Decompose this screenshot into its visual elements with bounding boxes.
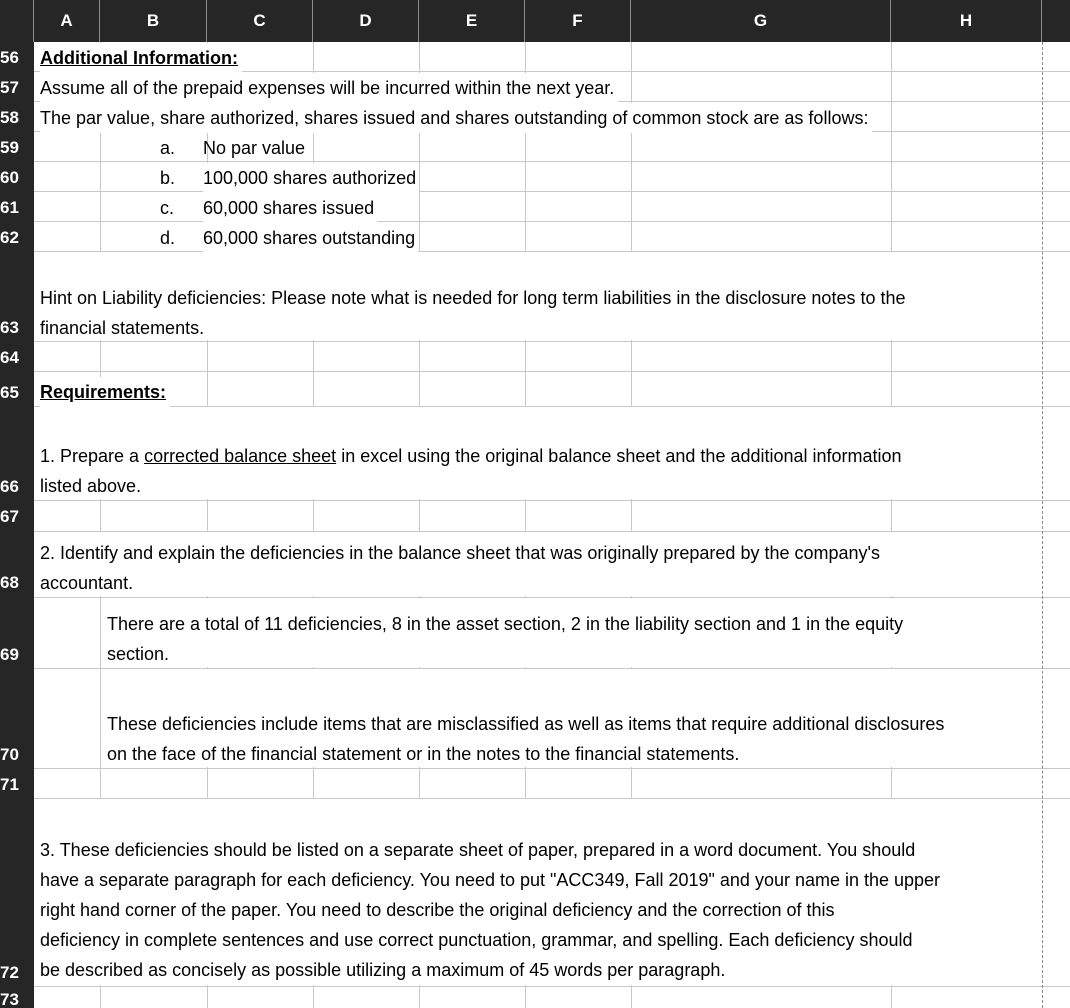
req3-line: be described as concisely as possible utilizing a maximum of 45 words per paragraph. xyxy=(40,960,726,980)
cell-a72[interactable] xyxy=(35,799,1040,985)
column-header-f[interactable]: F xyxy=(525,0,631,42)
column-header-g[interactable]: G xyxy=(631,0,891,42)
grid-line xyxy=(34,161,1070,162)
cell-a57[interactable]: Assume all of the prepaid expenses will be incurred within the next year. xyxy=(40,73,618,103)
cell-list-text[interactable]: 60,000 shares outstanding xyxy=(203,223,418,253)
deficiency-count-line-1: There are a total of 11 deficiencies, 8 in the asset section, 2 in the liability section and 1 in the equity xyxy=(107,614,904,634)
req2-line-1: 2. Identify and explain the deficiencies in the balance sheet that was originally prepared by the company's xyxy=(40,543,880,563)
cell-a65-requirements[interactable]: Requirements: xyxy=(40,377,170,407)
cell-a66[interactable] xyxy=(35,407,1040,499)
req3-line: have a separate paragraph for each deficiency. You need to put "ACC349, Fall 2019" and your name in the upper xyxy=(40,870,941,890)
row-header-59[interactable]: 59 xyxy=(0,138,19,157)
cell-list-letter[interactable]: b. xyxy=(160,168,176,188)
hint-line-2: financial statements. xyxy=(40,318,205,338)
select-all-corner[interactable] xyxy=(0,0,34,42)
cell-b69[interactable] xyxy=(101,598,1040,667)
row-header-69[interactable]: 69 xyxy=(0,645,19,664)
row-header-72[interactable]: 72 xyxy=(0,963,19,982)
cell-a63-hint[interactable] xyxy=(35,252,1040,340)
page-break-line xyxy=(1042,42,1043,1008)
grid-line xyxy=(34,221,1070,222)
grid-line xyxy=(34,371,1070,372)
deficiency-types-line-1: These deficiencies include items that are misclassified as well as items that require additional disclosures xyxy=(107,714,945,734)
row-header-71[interactable]: 71 xyxy=(0,775,19,794)
column-header-a[interactable]: A xyxy=(34,0,100,42)
column-header-h[interactable]: H xyxy=(891,0,1042,42)
req3-line: right hand corner of the paper. You need to describe the original deficiency and the correction of this xyxy=(40,900,835,920)
row-header-66[interactable]: 66 xyxy=(0,477,19,496)
deficiency-types-line-2: on the face of the financial statement or in the notes to the financial statements. xyxy=(107,744,740,764)
column-header-e[interactable]: E xyxy=(419,0,525,42)
grid-line xyxy=(34,191,1070,192)
row-header-64[interactable]: 64 xyxy=(0,348,19,367)
cell-list-text[interactable]: 60,000 shares issued xyxy=(203,193,377,223)
req1-line-1 xyxy=(40,441,1040,471)
req1-prefix: 1. Prepare a xyxy=(40,446,145,466)
row-header-65[interactable]: 65 xyxy=(0,383,19,402)
cell-list-text[interactable]: No par value xyxy=(203,138,306,158)
row-header-70[interactable]: 70 xyxy=(0,745,19,764)
req2-line-2: accountant. xyxy=(40,573,134,593)
row-header-56[interactable]: 56 xyxy=(0,48,19,67)
req1-line-2: listed above. xyxy=(40,476,142,496)
deficiency-count-line-2: section. xyxy=(107,644,170,664)
cell-list-text[interactable]: 100,000 shares authorized xyxy=(203,163,419,193)
cell-a56-heading[interactable]: Additional Information: xyxy=(40,43,242,73)
row-header-60[interactable]: 60 xyxy=(0,168,19,187)
cell-a58[interactable]: The par value, share authorized, shares issued and shares outstanding of common stock are as follows: xyxy=(40,103,872,133)
cell-a68[interactable] xyxy=(35,532,1040,596)
column-header-b[interactable]: B xyxy=(100,0,207,42)
hint-line-1: Hint on Liability deficiencies: Please note what is needed for long term liabilities in the disclosure notes to the xyxy=(40,288,906,308)
grid-line xyxy=(34,986,1070,987)
row-header-63[interactable]: 63 xyxy=(0,318,19,337)
row-header-67[interactable]: 67 xyxy=(0,507,19,526)
row-header-58[interactable]: 58 xyxy=(0,108,19,127)
req3-line: deficiency in complete sentences and use correct punctuation, grammar, and spelling. Each deficiency should xyxy=(40,930,913,950)
cell-list-letter[interactable]: d. xyxy=(160,228,176,248)
req1-underlined: corrected balance sheet xyxy=(144,446,337,466)
row-header-61[interactable]: 61 xyxy=(0,198,19,217)
column-header-d[interactable]: D xyxy=(313,0,419,42)
req1-rest: in excel using the original balance sheet and the additional information xyxy=(336,446,902,466)
req3-line: 3. These deficiencies should be listed on a separate sheet of paper, prepared in a word document. You should xyxy=(40,840,916,860)
row-header-68[interactable]: 68 xyxy=(0,573,19,592)
column-header-c[interactable]: C xyxy=(207,0,313,42)
row-header-73[interactable]: 73 xyxy=(0,990,19,1008)
row-header-62[interactable]: 62 xyxy=(0,228,19,247)
cell-list-letter[interactable]: a. xyxy=(160,138,176,158)
row-header-57[interactable]: 57 xyxy=(0,78,19,97)
cell-list-letter[interactable]: c. xyxy=(160,198,175,218)
cell-b70[interactable] xyxy=(101,669,1040,767)
